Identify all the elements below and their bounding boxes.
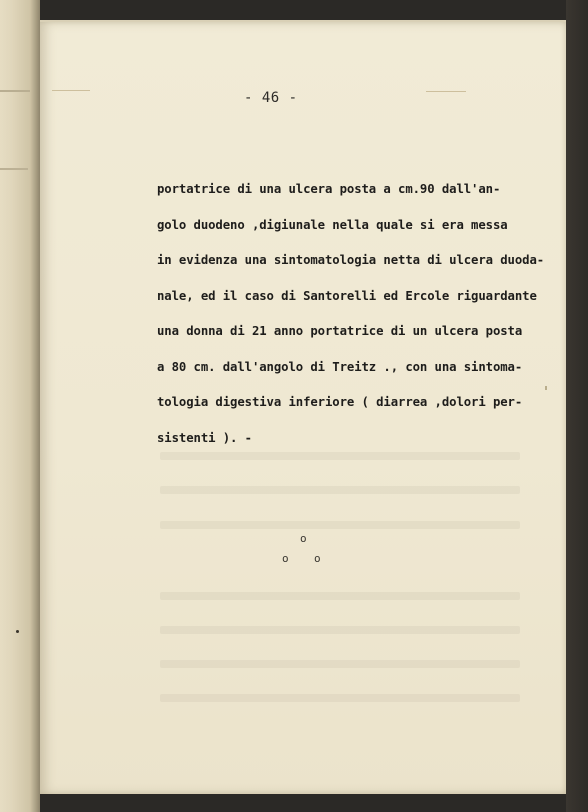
section-ornament-mark: o bbox=[314, 552, 321, 565]
body-paragraph bbox=[157, 172, 562, 456]
binder-mark bbox=[0, 90, 30, 92]
text-line: sistenti ). - bbox=[157, 430, 252, 445]
section-ornament-mark: o bbox=[300, 532, 307, 545]
text-line: golo duodeno ,digiunale nella quale si era messa bbox=[157, 217, 508, 232]
page-number: - 46 - bbox=[244, 90, 298, 106]
show-through-text bbox=[160, 660, 520, 668]
header-rule bbox=[426, 91, 466, 92]
section-ornament-mark: o bbox=[282, 552, 289, 565]
binder-mark bbox=[0, 168, 28, 170]
show-through-text bbox=[160, 521, 520, 529]
text-line: in evidenza una sintomatologia netta di ulcera duoda- bbox=[157, 253, 545, 267]
show-through-text bbox=[160, 626, 520, 634]
paper-speck bbox=[545, 386, 547, 390]
binder-dot bbox=[16, 630, 19, 633]
binder-strip bbox=[0, 0, 40, 812]
text-line: nale, ed il caso di Santorelli ed Ercole riguardante bbox=[157, 288, 537, 303]
text-line: a 80 cm. dall'angolo di Treitz ., con una sintoma- bbox=[157, 359, 523, 374]
text-line: tologia digestiva inferiore ( diarrea ,dolori per- bbox=[157, 395, 523, 409]
show-through-text bbox=[160, 694, 520, 702]
text-line: portatrice di una ulcera posta a cm.90 dall'an- bbox=[157, 182, 501, 196]
text-line: una donna di 21 anno portatrice di un ulcera posta bbox=[157, 324, 523, 338]
header-rule bbox=[52, 90, 90, 91]
show-through-text bbox=[160, 486, 520, 494]
show-through-text bbox=[160, 592, 520, 600]
scan-background-edge bbox=[566, 0, 588, 812]
